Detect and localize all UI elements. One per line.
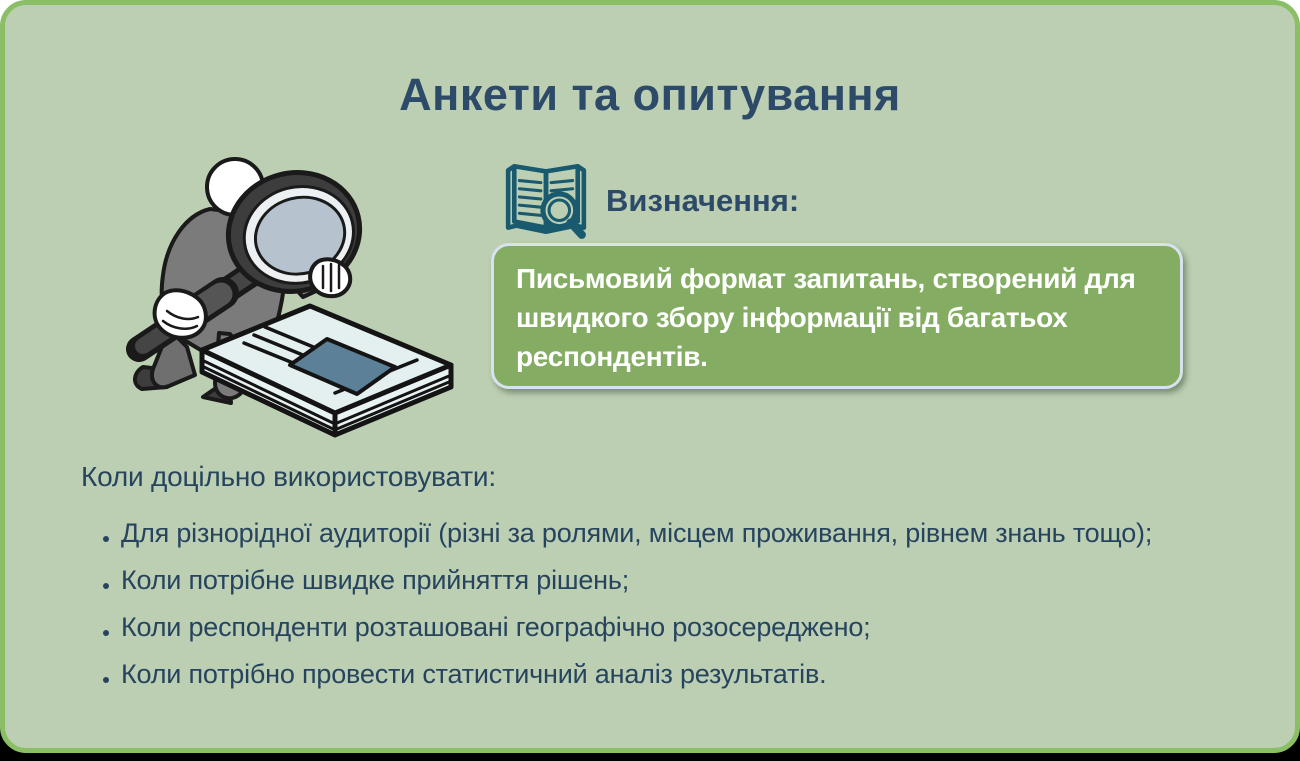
bullet-dot-icon — [103, 583, 109, 589]
definition-box — [491, 243, 1183, 389]
person-magnifier-illustration — [97, 135, 477, 445]
list-item — [103, 566, 1245, 595]
book-search-icon — [502, 158, 590, 245]
usage-item-text: Коли потрібно провести статистичний аналіз результатів. — [121, 659, 827, 689]
definition-text: Письмовий формат запитань, створений для швидкого збору інформації від багатьох респондентів. — [516, 263, 1136, 372]
list-item — [103, 660, 1245, 689]
list-item — [103, 519, 1245, 548]
magnifier-person-icon — [97, 135, 477, 445]
list-item — [103, 613, 1245, 642]
bullet-dot-icon — [103, 630, 109, 636]
bullet-dot-icon — [103, 677, 109, 683]
bullet-dot-icon — [103, 536, 109, 542]
usage-item-text: Для різнорідної аудиторії (різні за ролями, місцем проживання, рівнем знань тощо); — [121, 518, 1153, 548]
usage-heading: Коли доцільно використовувати: — [81, 461, 496, 492]
usage-item-text: Коли потрібне швидке прийняття рішень; — [121, 565, 630, 595]
definition-header — [502, 158, 799, 244]
usage-list — [103, 519, 1245, 707]
definition-heading: Визначення: — [606, 183, 800, 218]
usage-item-text: Коли респонденти розташовані географічно розосереджено; — [121, 612, 871, 642]
page-title: Анкети та опитування — [399, 69, 901, 120]
